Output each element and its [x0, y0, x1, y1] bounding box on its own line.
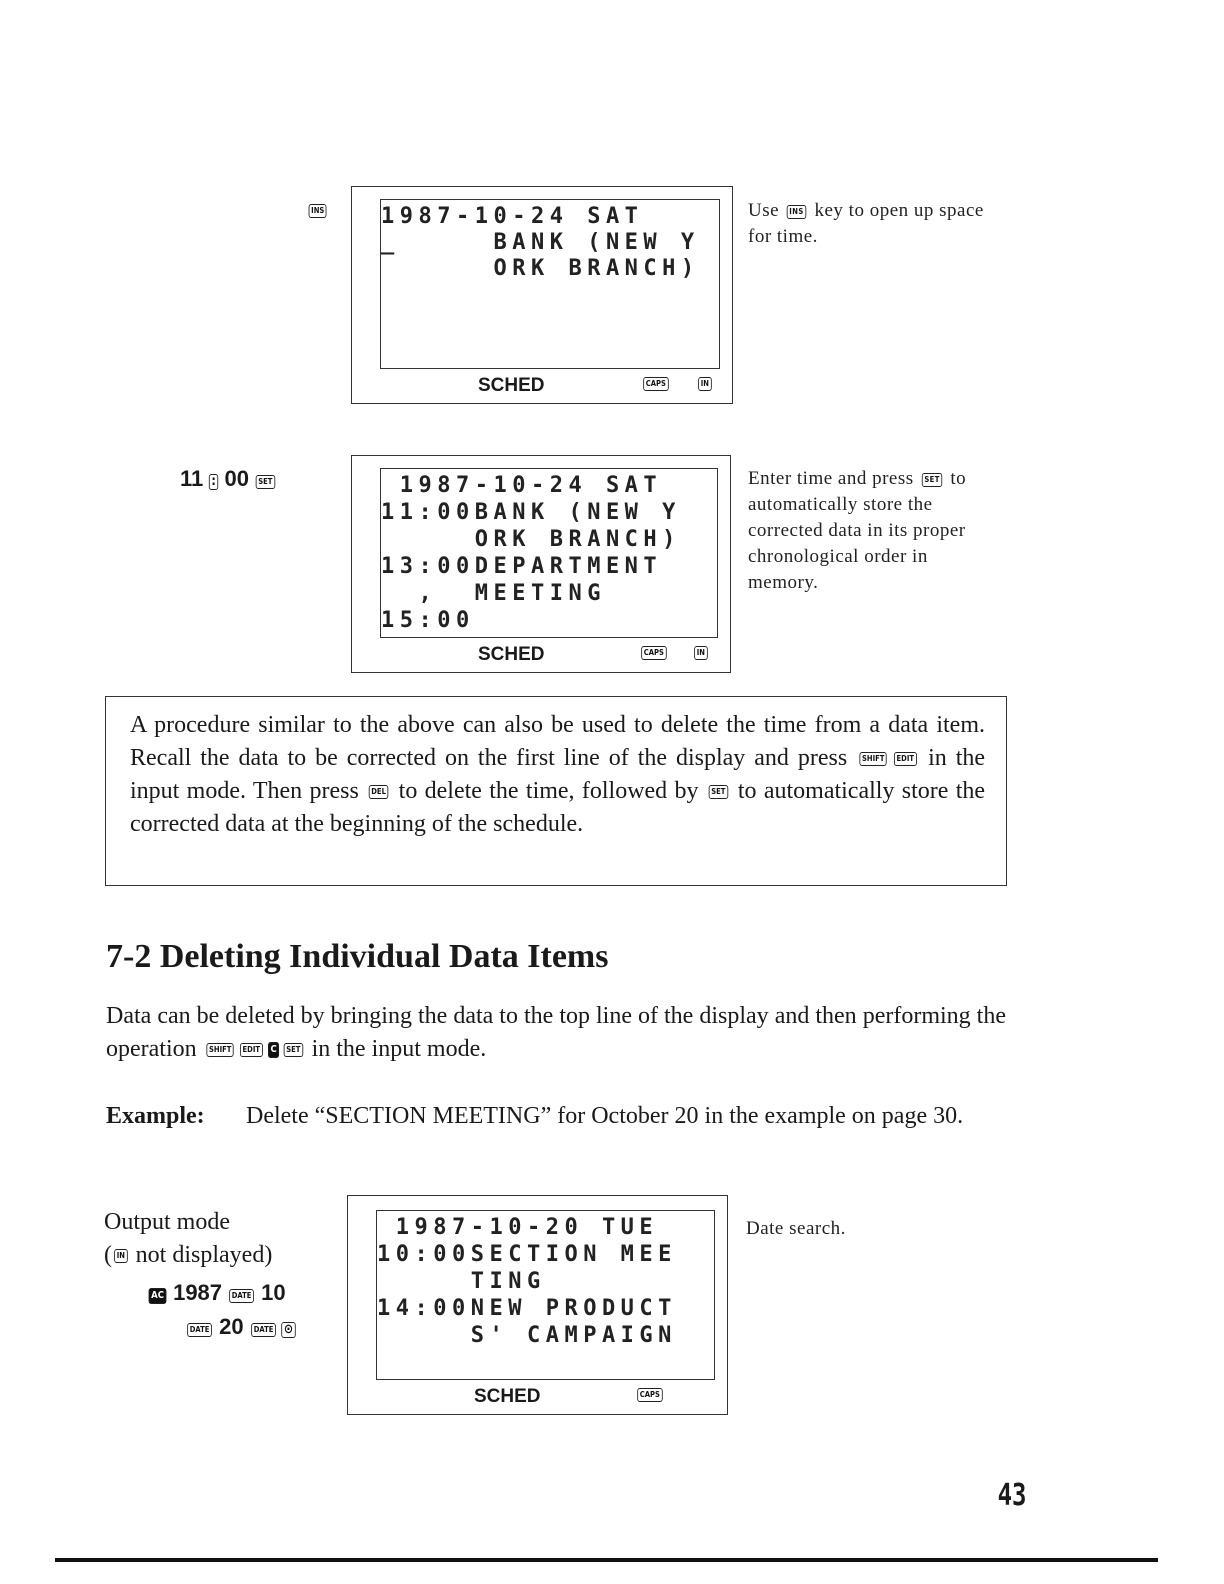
edit-key-icon: EDIT — [240, 1043, 263, 1057]
lcd-line: 1987-10-24 SAT — [381, 473, 663, 498]
set-key-icon: SET — [922, 473, 943, 487]
lcd-screen-1 — [351, 186, 733, 404]
caps-indicator-icon: CAPS — [643, 377, 668, 391]
bottom-rule — [55, 1558, 1158, 1562]
caps-indicator-icon: CAPS — [641, 646, 666, 660]
shift-key-icon: SHIFT — [860, 752, 888, 766]
sched-mode-label: SCHED — [478, 644, 545, 665]
lcd-line: ORK BRANCH) — [381, 256, 700, 281]
caps-indicator-icon: CAPS — [637, 1388, 662, 1402]
lcd-line: 1987-10-20 TUE — [377, 1215, 659, 1240]
lcd-line: 1987-10-24 SAT — [381, 204, 644, 229]
lcd-line: ORK BRANCH) — [381, 527, 681, 552]
edit-key-icon: EDIT — [894, 752, 917, 766]
in-indicator-icon: IN — [698, 377, 711, 391]
section-heading: 7-2 Deleting Individual Data Items — [106, 938, 609, 975]
in-not-displayed-label: ( IN not displayed) — [104, 1242, 273, 1268]
ins-key-icon: INS — [787, 205, 806, 219]
lcd-line: 11:00BANK (NEW Y — [381, 500, 681, 525]
side-note-3: Date search. — [746, 1218, 846, 1239]
page-number: 43 — [997, 1478, 1027, 1513]
set-key-icon: SET — [284, 1043, 303, 1057]
lcd-line: _ BANK (NEW Y — [381, 230, 700, 255]
section-paragraph: Data can be deleted by bringing the data to the top line of the display and then performing the operation SHIFT EDIT C SET in the input mode. — [106, 1003, 1006, 1062]
date-key-icon: DATE — [187, 1323, 212, 1337]
lcd-screen-3 — [347, 1195, 728, 1415]
c-key-icon: C — [268, 1042, 279, 1058]
set-key-icon: SET — [709, 785, 728, 799]
lcd-line: 13:00DEPARTMENT — [381, 554, 663, 579]
date-entry-keys-2: DATE 20 DATE ⊙ — [184, 1314, 298, 1340]
note-text: A procedure similar to the above can also be used to delete the time from a data item. Recall the data to be corrected on the first line of the display and press SHIFT EDIT in the input mode. Then press DEL to delete the time, followed by SET to automatically store the corrected data at the beginning of the schedule. — [130, 712, 986, 837]
set-key-icon: SET — [256, 475, 275, 489]
del-key-icon: DEL — [369, 785, 389, 799]
date-entry-keys-1: AC 1987 DATE 10 — [146, 1280, 286, 1306]
ins-key-icon: INS — [309, 204, 327, 218]
colon-key-icon: : — [209, 474, 219, 490]
lcd-screen-2 — [351, 455, 731, 673]
date-key-icon: DATE — [229, 1289, 254, 1303]
ac-key-icon: AC — [149, 1288, 167, 1304]
side-note-2: Enter time and press SET to automatically store the corrected data in its proper chronological order in memory. — [748, 468, 967, 593]
lcd-line: 15:00 — [381, 608, 475, 633]
in-indicator-icon: IN — [114, 1249, 127, 1263]
note-box — [105, 696, 1007, 886]
sched-mode-label: SCHED — [478, 375, 545, 396]
example-label: Example: — [106, 1103, 205, 1129]
side-note-1: Use INS key to open up space for time. — [748, 200, 984, 247]
example-text: Delete “SECTION MEETING” for October 20 in the example on page 30. — [246, 1103, 964, 1129]
lcd-line: 10:00SECTION MEE — [377, 1242, 677, 1267]
lcd-line: TING — [377, 1269, 546, 1294]
in-indicator-icon: IN — [694, 646, 707, 660]
time-entry-keys: 11 : 00 SET — [180, 466, 278, 492]
search-key-icon: ⊙ — [281, 1322, 295, 1338]
lcd-line: , MEETING — [381, 581, 606, 606]
date-key-icon: DATE — [251, 1323, 276, 1337]
output-mode-label: Output mode — [104, 1209, 230, 1235]
lcd-line: 14:00NEW PRODUCT — [377, 1296, 677, 1321]
shift-key-icon: SHIFT — [206, 1043, 234, 1057]
lcd-line: S' CAMPAIGN — [377, 1323, 677, 1348]
sched-mode-label: SCHED — [474, 1386, 541, 1407]
